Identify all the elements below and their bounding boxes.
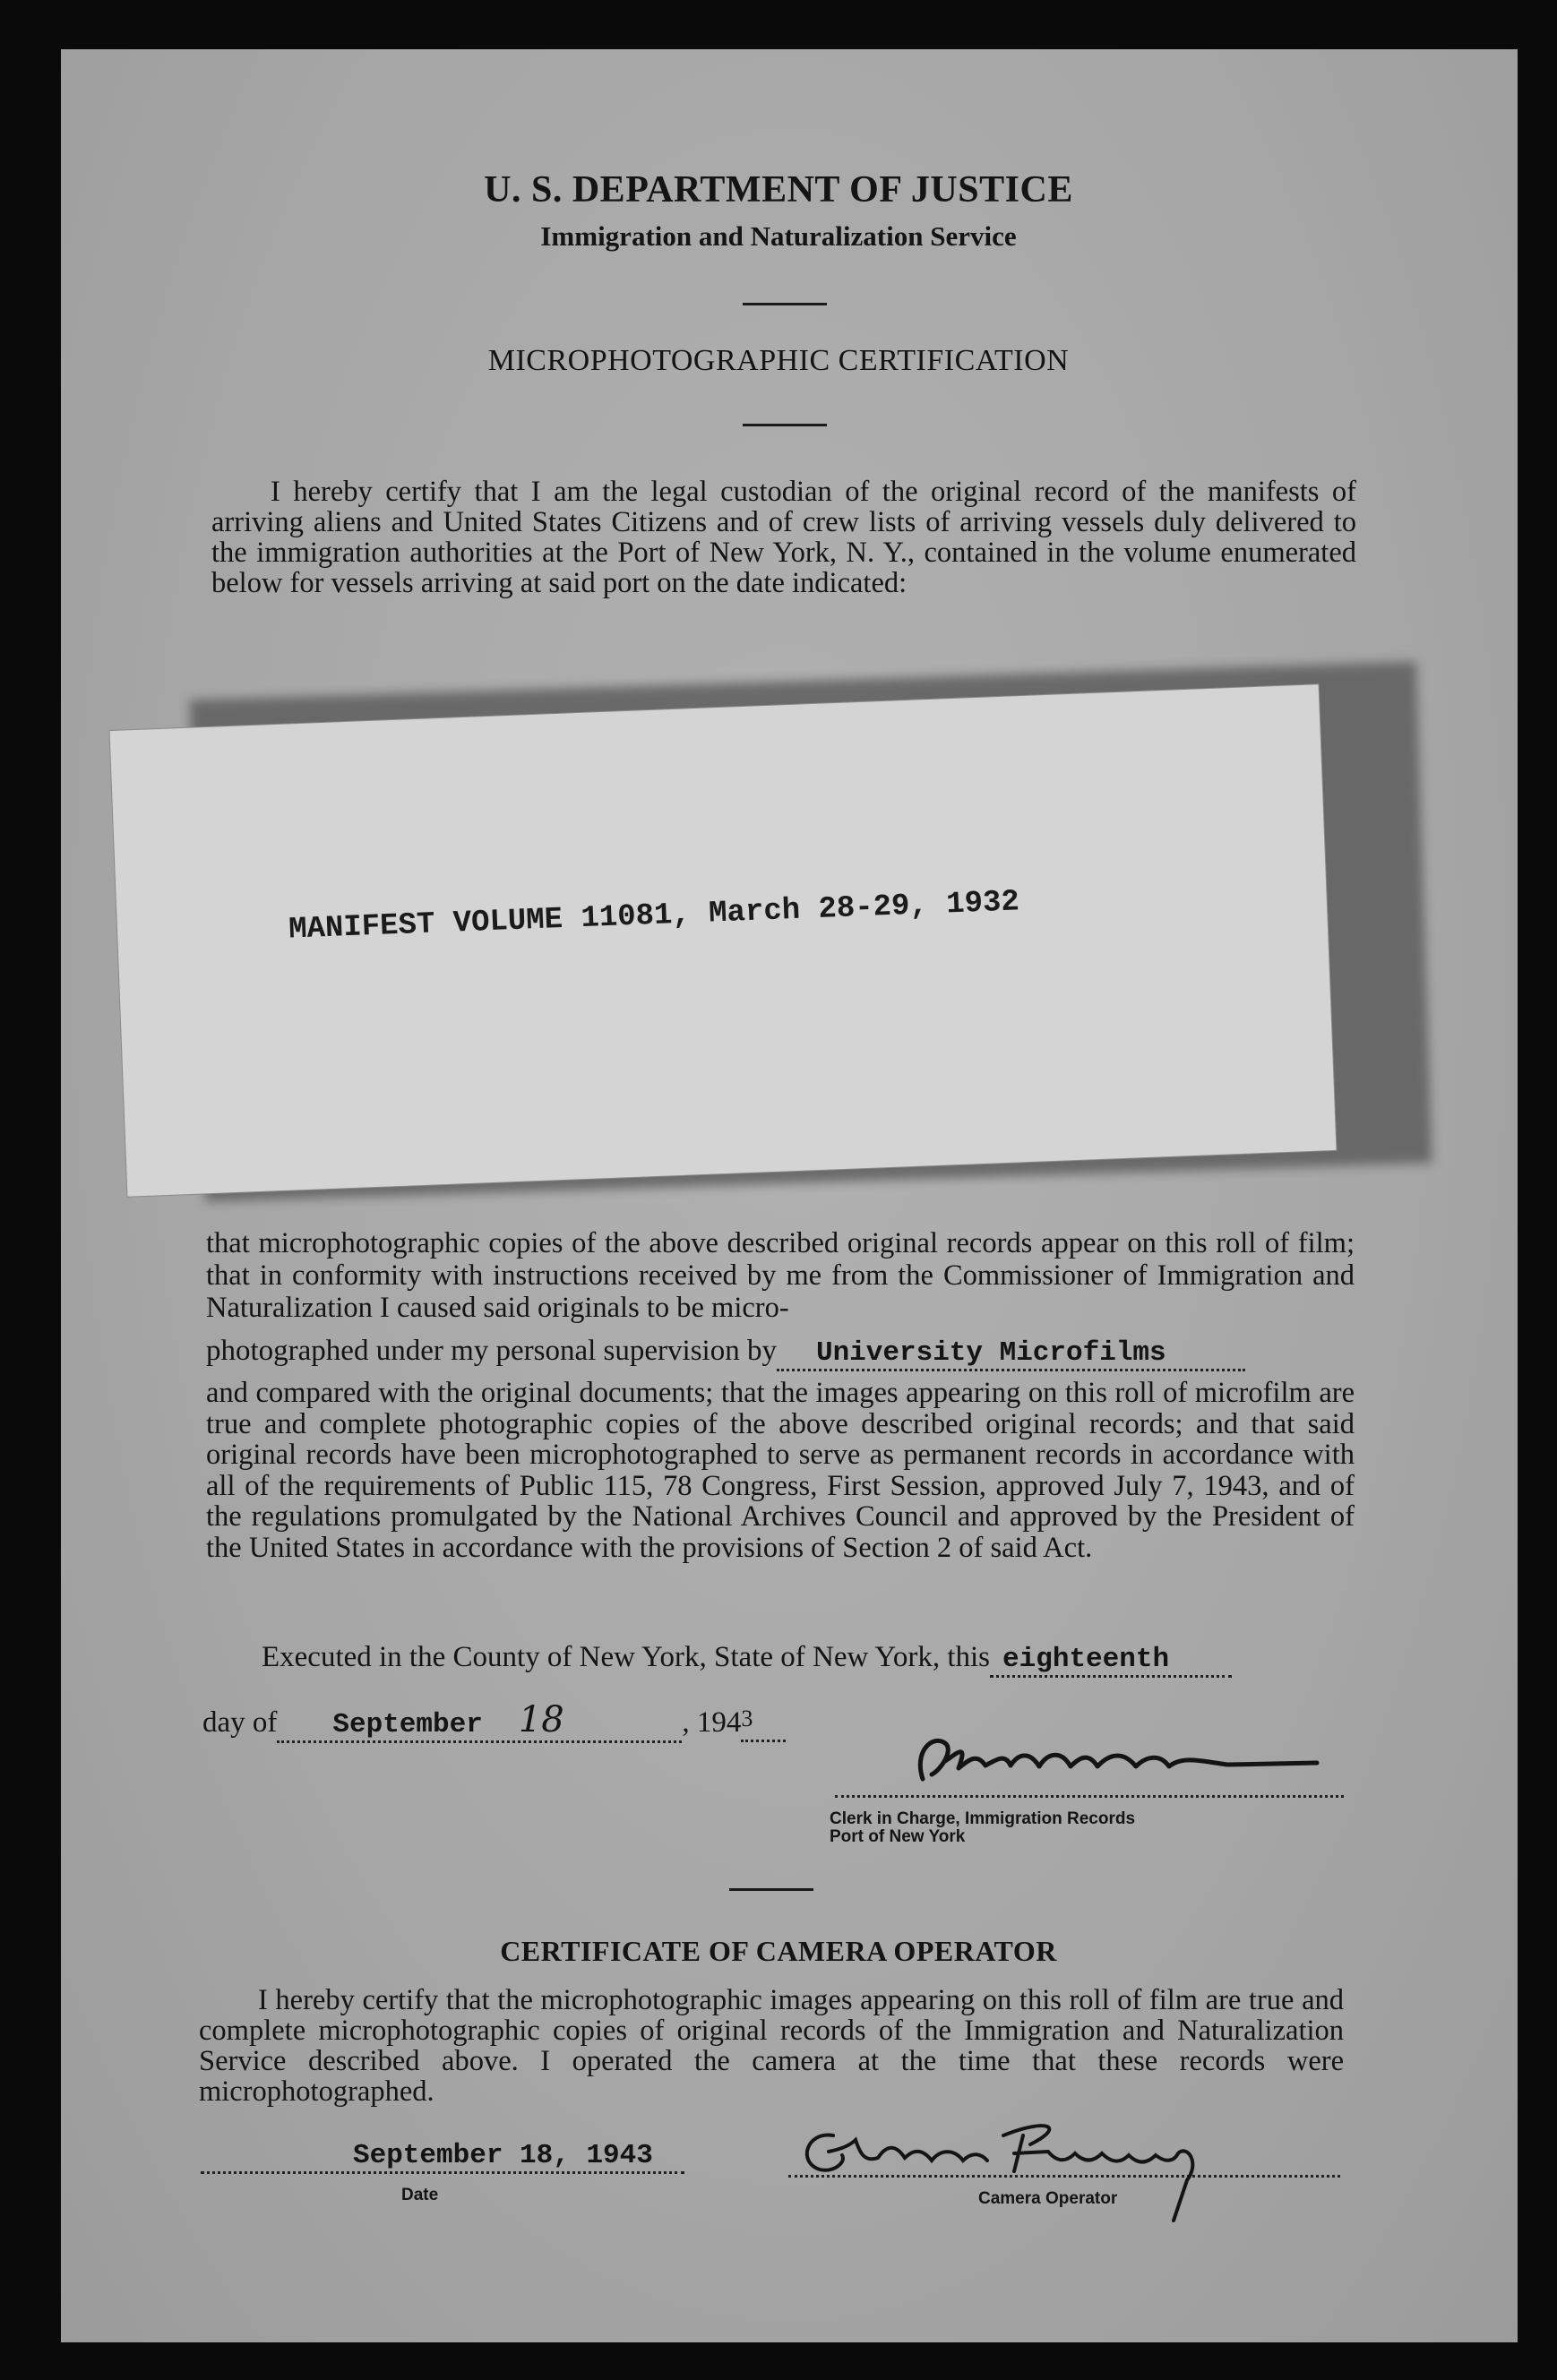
camera-operator-label: Camera Operator <box>978 2189 1118 2208</box>
camera-date-field <box>201 2137 684 2174</box>
operator-signature <box>779 2109 1245 2230</box>
clerk-signature <box>905 1725 1326 1801</box>
execution-line <box>262 1641 1232 1678</box>
day-value: eighteenth <box>1002 1644 1170 1675</box>
body-paragraph-2: and compared with the original documents; that the images appearing on this roll of microfilm are true and complete photographic copies of the above described original records; and that said original records have been microphotographed to serve as permanent records in accordance with all of the requirements of Public 115, 78 Congress, First Session, approved July 7, 1943, and of the regulations promulgated by the National Archives Council and approved by the President of the United States in accordance with the provisions of Section 2 of said Act. <box>206 1377 1355 1564</box>
camera-paragraph: I hereby certify that the microphotographic images appearing on this roll of film are true and complete microphotographic copies of original records of the Immigration and Naturalization Service described above. I operated the camera at the time that these records were microphotographed. <box>199 1984 1344 2108</box>
clerk-location: Port of New York <box>830 1827 966 1846</box>
certification-title: MICROPHOTOGRAPHIC CERTIFICATION <box>487 344 1070 377</box>
manifest-volume-label: MANIFEST VOLUME 11081, March 28-29, 1932 <box>288 885 1020 948</box>
execution-prefix: Executed in the County of New York, State of New York, this <box>262 1641 991 1673</box>
divider-3 <box>729 1888 813 1891</box>
year-digit: 3 <box>741 1706 753 1731</box>
year-field <box>741 1706 786 1742</box>
body-paragraph-1: that microphotographic copies of the above described original records appear on this roll of film; that in conformity with instructions received by me from the Commissioner of Immigration and Naturalization I caused said originals to be micro- <box>206 1227 1355 1324</box>
camera-date-dots <box>201 2137 684 2174</box>
camera-heading: CERTIFICATE OF CAMERA OPERATOR <box>500 1935 1057 1967</box>
supervision-prefix: photographed under my personal supervision by <box>206 1335 777 1367</box>
supervisor-field <box>777 1335 1245 1371</box>
camera-date-label: Date <box>401 2186 439 2204</box>
supervision-line <box>206 1335 1355 1371</box>
divider-2 <box>743 424 827 426</box>
supervisor-value: University Microfilms <box>815 1337 1166 1369</box>
intro-paragraph: I hereby certify that I am the legal custodian of the original record of the manifests of arriving aliens and United States Citizens and of crew lists of arriving vessels duly delivered to the immigration authorities at the Port of New York, N. Y., contained in the volume enumerated below for vessels arriving at said port on the date indicated: <box>211 476 1356 599</box>
year-prefix: , 194 <box>682 1706 742 1739</box>
day-of-label: day of <box>202 1706 278 1739</box>
handwritten-day: 18 <box>518 1699 564 1740</box>
camera-date-value: September 18, 1943 <box>353 2140 653 2171</box>
date-line <box>202 1699 786 1743</box>
divider-1 <box>743 303 827 305</box>
day-field <box>990 1641 1232 1678</box>
month-value: September <box>332 1709 483 1740</box>
month-field <box>277 1699 682 1743</box>
clerk-title: Clerk in Charge, Immigration Records <box>830 1809 1136 1828</box>
department-title: U. S. DEPARTMENT OF JUSTICE <box>484 169 1073 211</box>
service-subtitle: Immigration and Naturalization Service <box>540 220 1017 252</box>
